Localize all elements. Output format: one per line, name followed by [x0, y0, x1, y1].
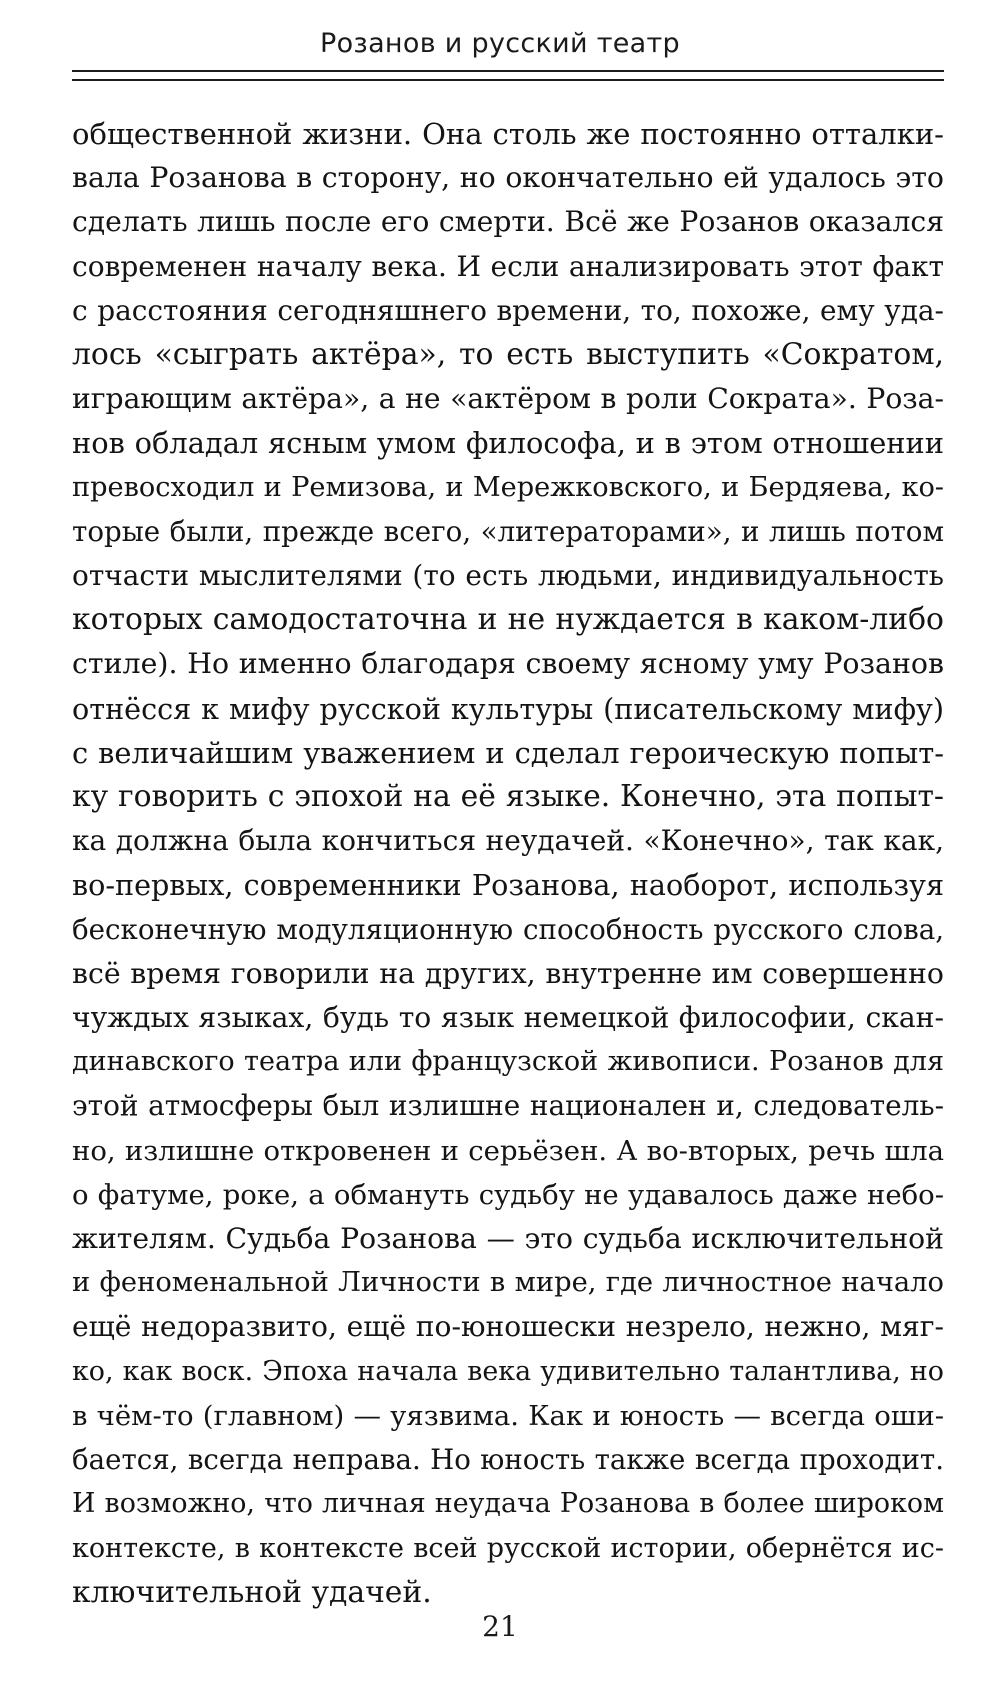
text-line: ку говорить с эпохой на её языке. Конечно, эта попыт- [72, 779, 944, 815]
text-line: ко, как воск. Эпоха начала века удивительно талантлива, но [72, 1355, 944, 1387]
text-line: всё время говорили на других, внутренне им совершенно [72, 956, 944, 990]
header-rule-upper [72, 70, 944, 72]
text-line: бесконечную модуляционную способность русского слова, [72, 912, 944, 946]
text-line: отчасти мыслителями (то есть людьми, индивидуальность [72, 559, 944, 593]
text-line: И возможно, что личная неудача Розанова в более широком [72, 1488, 944, 1520]
text-line: контексте, в контексте всей русской истории, обернётся ис- [72, 1532, 944, 1564]
text-line: бается, всегда неправа. Но юность также всегда проходит. [72, 1443, 944, 1477]
page-number: 21 [482, 1610, 518, 1643]
text-line: жителям. Судьба Розанова — это судьба исключительной [72, 1222, 944, 1256]
text-line: о фатуме, роке, а обмануть судьбу не удавалось даже небо- [72, 1178, 944, 1211]
running-title: Розанов и русский театр [320, 28, 680, 59]
text-line: вала Розанова в сторону, но окончательно ей удалось это [72, 161, 944, 195]
text-line: отнёсся к мифу русской культуры (писательскому мифу) [72, 691, 944, 726]
text-line: с расстояния сегодняшнего времени, то, похоже, ему уда- [72, 293, 944, 327]
text-line: лось «сыграть актёра», то есть выступить «Сократом, [72, 337, 944, 373]
text-line: превосходил и Ремизова, и Мережковского, и Бердяева, ко- [72, 471, 944, 503]
text-line: ещё недоразвито, ещё по-юношески незрело, нежно, мяг- [72, 1310, 944, 1344]
text-line: сделать лишь после его смерти. Всё же Розанов оказался [72, 205, 944, 239]
body-paragraph [72, 112, 944, 1615]
text-line: с величайшим уважением и сделал героическую попыт- [72, 735, 944, 770]
text-line: ка должна была кончиться неудачей. «Конечно», так как, [72, 824, 944, 858]
text-line: динавского театра или французской живописи. Розанов для [72, 1046, 944, 1078]
text-line: в чём-то (главном) — уязвима. Как и юность — всегда оши- [72, 1399, 944, 1432]
text-line: этой атмосферы был излишне национален и, следователь- [72, 1089, 944, 1123]
text-line: чуждых языках, будь то язык немецкой философии, скан- [72, 1001, 944, 1035]
text-line: нов обладал ясным умом философа, и в этом отношении [72, 426, 944, 461]
text-line: и феноменальной Личности в мире, где личностное начало [72, 1267, 944, 1299]
text-line: стиле). Но именно благодаря своему ясному уму Розанов [72, 647, 944, 681]
text-line: которых самодостаточна и не нуждается в каком-либо [72, 602, 944, 638]
text-line: общественной жизни. Она столь же постоянно отталки- [72, 117, 944, 151]
text-line: торые были, прежде всего, «литераторами», и лишь потом [72, 514, 944, 548]
text-line: играющим актёра», а не «актёром в роли Сократа». Роза- [72, 382, 944, 416]
text-line: ключительной удачей. [72, 1574, 432, 1610]
header-rule-lower [72, 79, 944, 81]
text-line: во-первых, современники Розанова, наоборот, используя [72, 868, 944, 903]
text-line: но, излишне откровенен и серьёзен. А во-вторых, речь шла [72, 1134, 944, 1167]
text-line: современен началу века. И если анализировать этот факт [72, 249, 944, 283]
